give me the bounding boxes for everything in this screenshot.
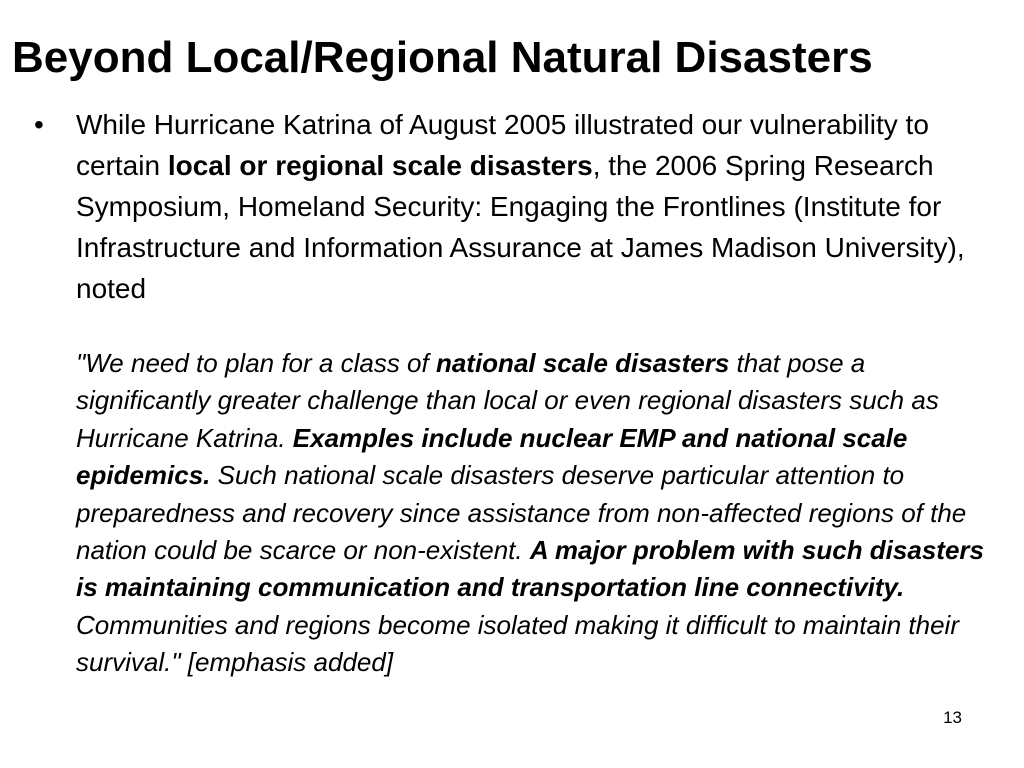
slide-number: 13 — [943, 708, 962, 727]
quote-part-2: that pose a significantly greater challenge than local or even regional disasters such as Hurricane Katrina. — [76, 348, 939, 453]
quote-emphasis-national-scale: national scale disasters — [435, 348, 730, 378]
slide-title: Beyond Local/Regional Natural Disasters — [12, 33, 873, 82]
bullet-emphasis-local-regional: local or regional scale disasters — [167, 150, 593, 181]
symposium-quote — [76, 345, 996, 682]
quote-part-3: Such national scale disasters deserve particular attention to preparedness and recovery since assistance from non-affected regions of the nation could be scarce or non-existent. — [76, 460, 967, 566]
quote-part-1: "We need to plan for a class of — [76, 348, 436, 378]
quote-emphasis-major-problem: A major problem with such disasters is maintaining communication and transportation line connectivity. — [76, 535, 984, 603]
quote-part-4: Communities and regions become isolated making it difficult to maintain their survival." [emphasis added] — [76, 609, 959, 678]
quote-emphasis-examples: Examples include nuclear EMP and national scale epidemics. — [76, 422, 908, 491]
bullet-text-part-1: While Hurricane Katrina of August 2005 illustrated our vulnerability to certain — [76, 109, 929, 181]
bullet-item — [34, 104, 994, 309]
bullet-text — [76, 104, 994, 309]
bullet-marker: • — [34, 109, 44, 140]
bullet-text-part-2: , the 2006 Spring Research Symposium, Homeland Security: Engaging the Frontlines (Institute for Infrastructure and Information Assurance at James Madison University), noted — [76, 150, 965, 304]
